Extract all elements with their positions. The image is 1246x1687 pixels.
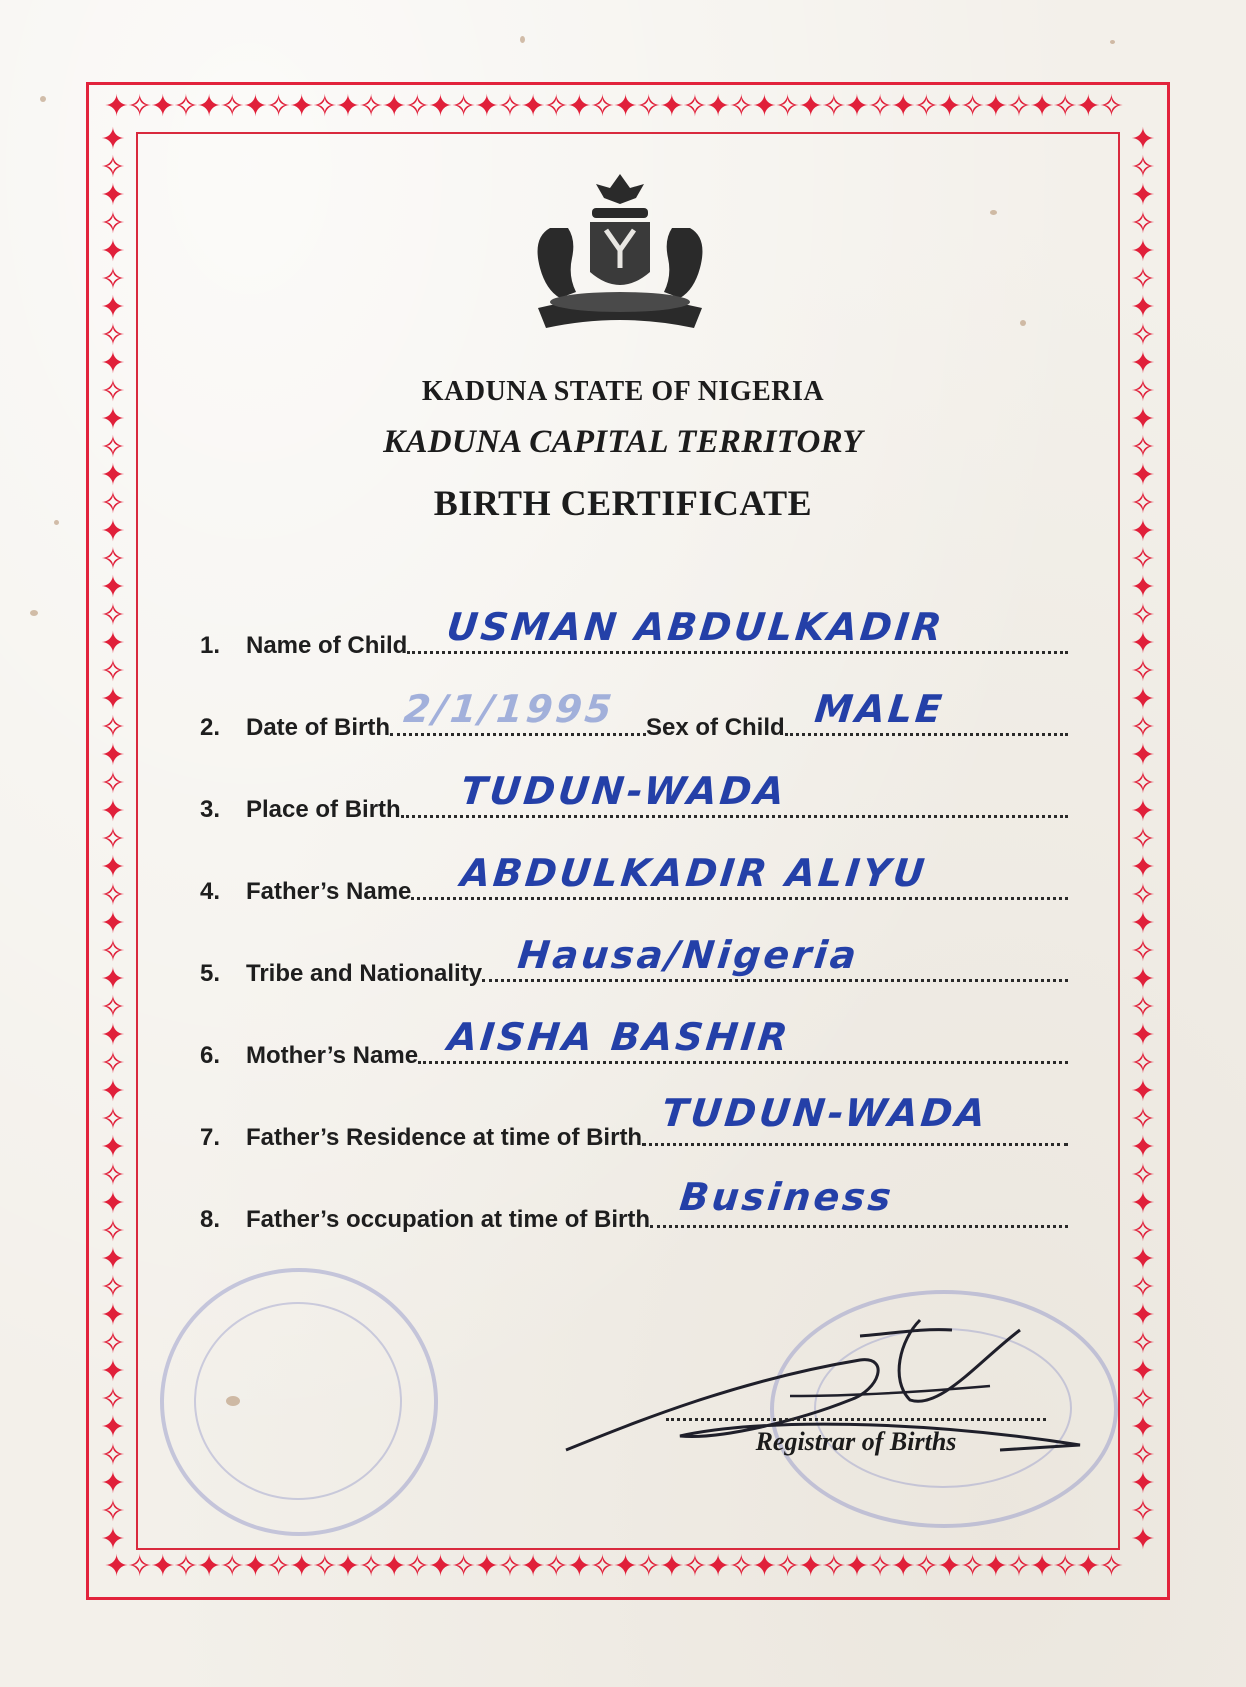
field-label: Sex of Child (646, 714, 785, 741)
field-number: 6. (200, 1042, 221, 1069)
field-line (650, 1175, 1068, 1228)
field-line (642, 1091, 1068, 1146)
left-official-stamp (160, 1268, 438, 1536)
field-number: 7. (200, 1124, 221, 1151)
state-title: KADUNA STATE OF NIGERIA (421, 376, 825, 407)
field-place-of-birth (200, 769, 1068, 824)
right-ornament-band: ✦✧✦✧✦✧✦✧✦✧✦✧✦✧✦✧✦✧✦✧✦✧✦✧✦✧✦✧✦✧✦✧✦✧✦✧✦✧✦✧✦✧✦✧✦✧✦✧✦✧✦ (1130, 126, 1156, 1552)
bottom-ornament-band: ✦✧✦✧✦✧✦✧✦✧✦✧✦✧✦✧✦✧✦✧✦✧✦✧✦✧✦✧✦✧✦✧✦✧✦✧✦✧✦✧✦✧✦✧ (104, 1552, 1123, 1584)
top-ornament-band: ✦✧✦✧✦✧✦✧✦✧✦✧✦✧✦✧✦✧✦✧✦✧✦✧✦✧✦✧✦✧✦✧✦✧✦✧✦✧✦✧✦✧✦✧ (104, 92, 1123, 124)
sex-of-child-value: MALE (812, 687, 947, 731)
field-label: Name of Child (246, 632, 408, 659)
registrar-caption: Registrar of Births (666, 1418, 1046, 1457)
document-title: BIRTH CERTIFICATE (433, 483, 813, 523)
field-label: Mother’s Name (246, 1042, 419, 1069)
field-number: 1. (200, 632, 221, 659)
field-label: Father’s occupation at time of Birth (246, 1206, 651, 1233)
field-label: Tribe and Nationality (246, 960, 483, 987)
field-tribe-nationality (200, 933, 1068, 988)
field-number: 4. (200, 878, 221, 905)
field-fathers-residence (200, 1091, 1068, 1152)
field-fathers-occupation (200, 1175, 1068, 1234)
field-label: Date of Birth (246, 714, 390, 741)
field-number: 5. (200, 960, 221, 987)
territory-title: KADUNA CAPITAL TERRITORY (383, 424, 863, 460)
field-label: Father’s Name (246, 878, 412, 905)
field-line (407, 605, 1068, 654)
field-mothers-name (200, 1015, 1068, 1070)
field-label: Place of Birth (246, 796, 401, 823)
child-name-value: USMAN ABDULKADIR (445, 605, 947, 649)
field-label: Father’s Residence at time of Birth (246, 1124, 643, 1151)
fathers-residence-value: TUDUN-WADA (659, 1091, 991, 1135)
field-line (390, 687, 646, 736)
coat-of-arms-emblem (520, 168, 720, 348)
tribe-nationality-value: Hausa/Nigeria (515, 933, 862, 977)
field-number: 2. (200, 714, 221, 741)
fathers-name-value: ABDULKADIR ALIYU (459, 851, 930, 895)
field-fathers-name (200, 851, 1068, 906)
field-line (482, 933, 1068, 982)
field-date-and-sex (200, 687, 1068, 742)
field-number: 3. (200, 796, 221, 823)
date-of-birth-value: 2/1/1995 (401, 687, 617, 731)
field-line (401, 769, 1068, 818)
field-name-of-child (200, 605, 1068, 660)
field-line (785, 687, 1068, 736)
place-of-birth-value: TUDUN-WADA (458, 769, 789, 813)
field-line (418, 1015, 1068, 1064)
mothers-name-value: AISHA BASHIR (445, 1015, 793, 1059)
left-ornament-band: ✦✧✦✧✦✧✦✧✦✧✦✧✦✧✦✧✦✧✦✧✦✧✦✧✦✧✦✧✦✧✦✧✦✧✦✧✦✧✦✧✦✧✦✧✦✧✦✧✦✧✦ (100, 126, 126, 1552)
stamp-ring (194, 1302, 402, 1500)
field-line (411, 851, 1068, 900)
fathers-occupation-value: Business (677, 1175, 897, 1219)
field-number: 8. (200, 1206, 221, 1233)
